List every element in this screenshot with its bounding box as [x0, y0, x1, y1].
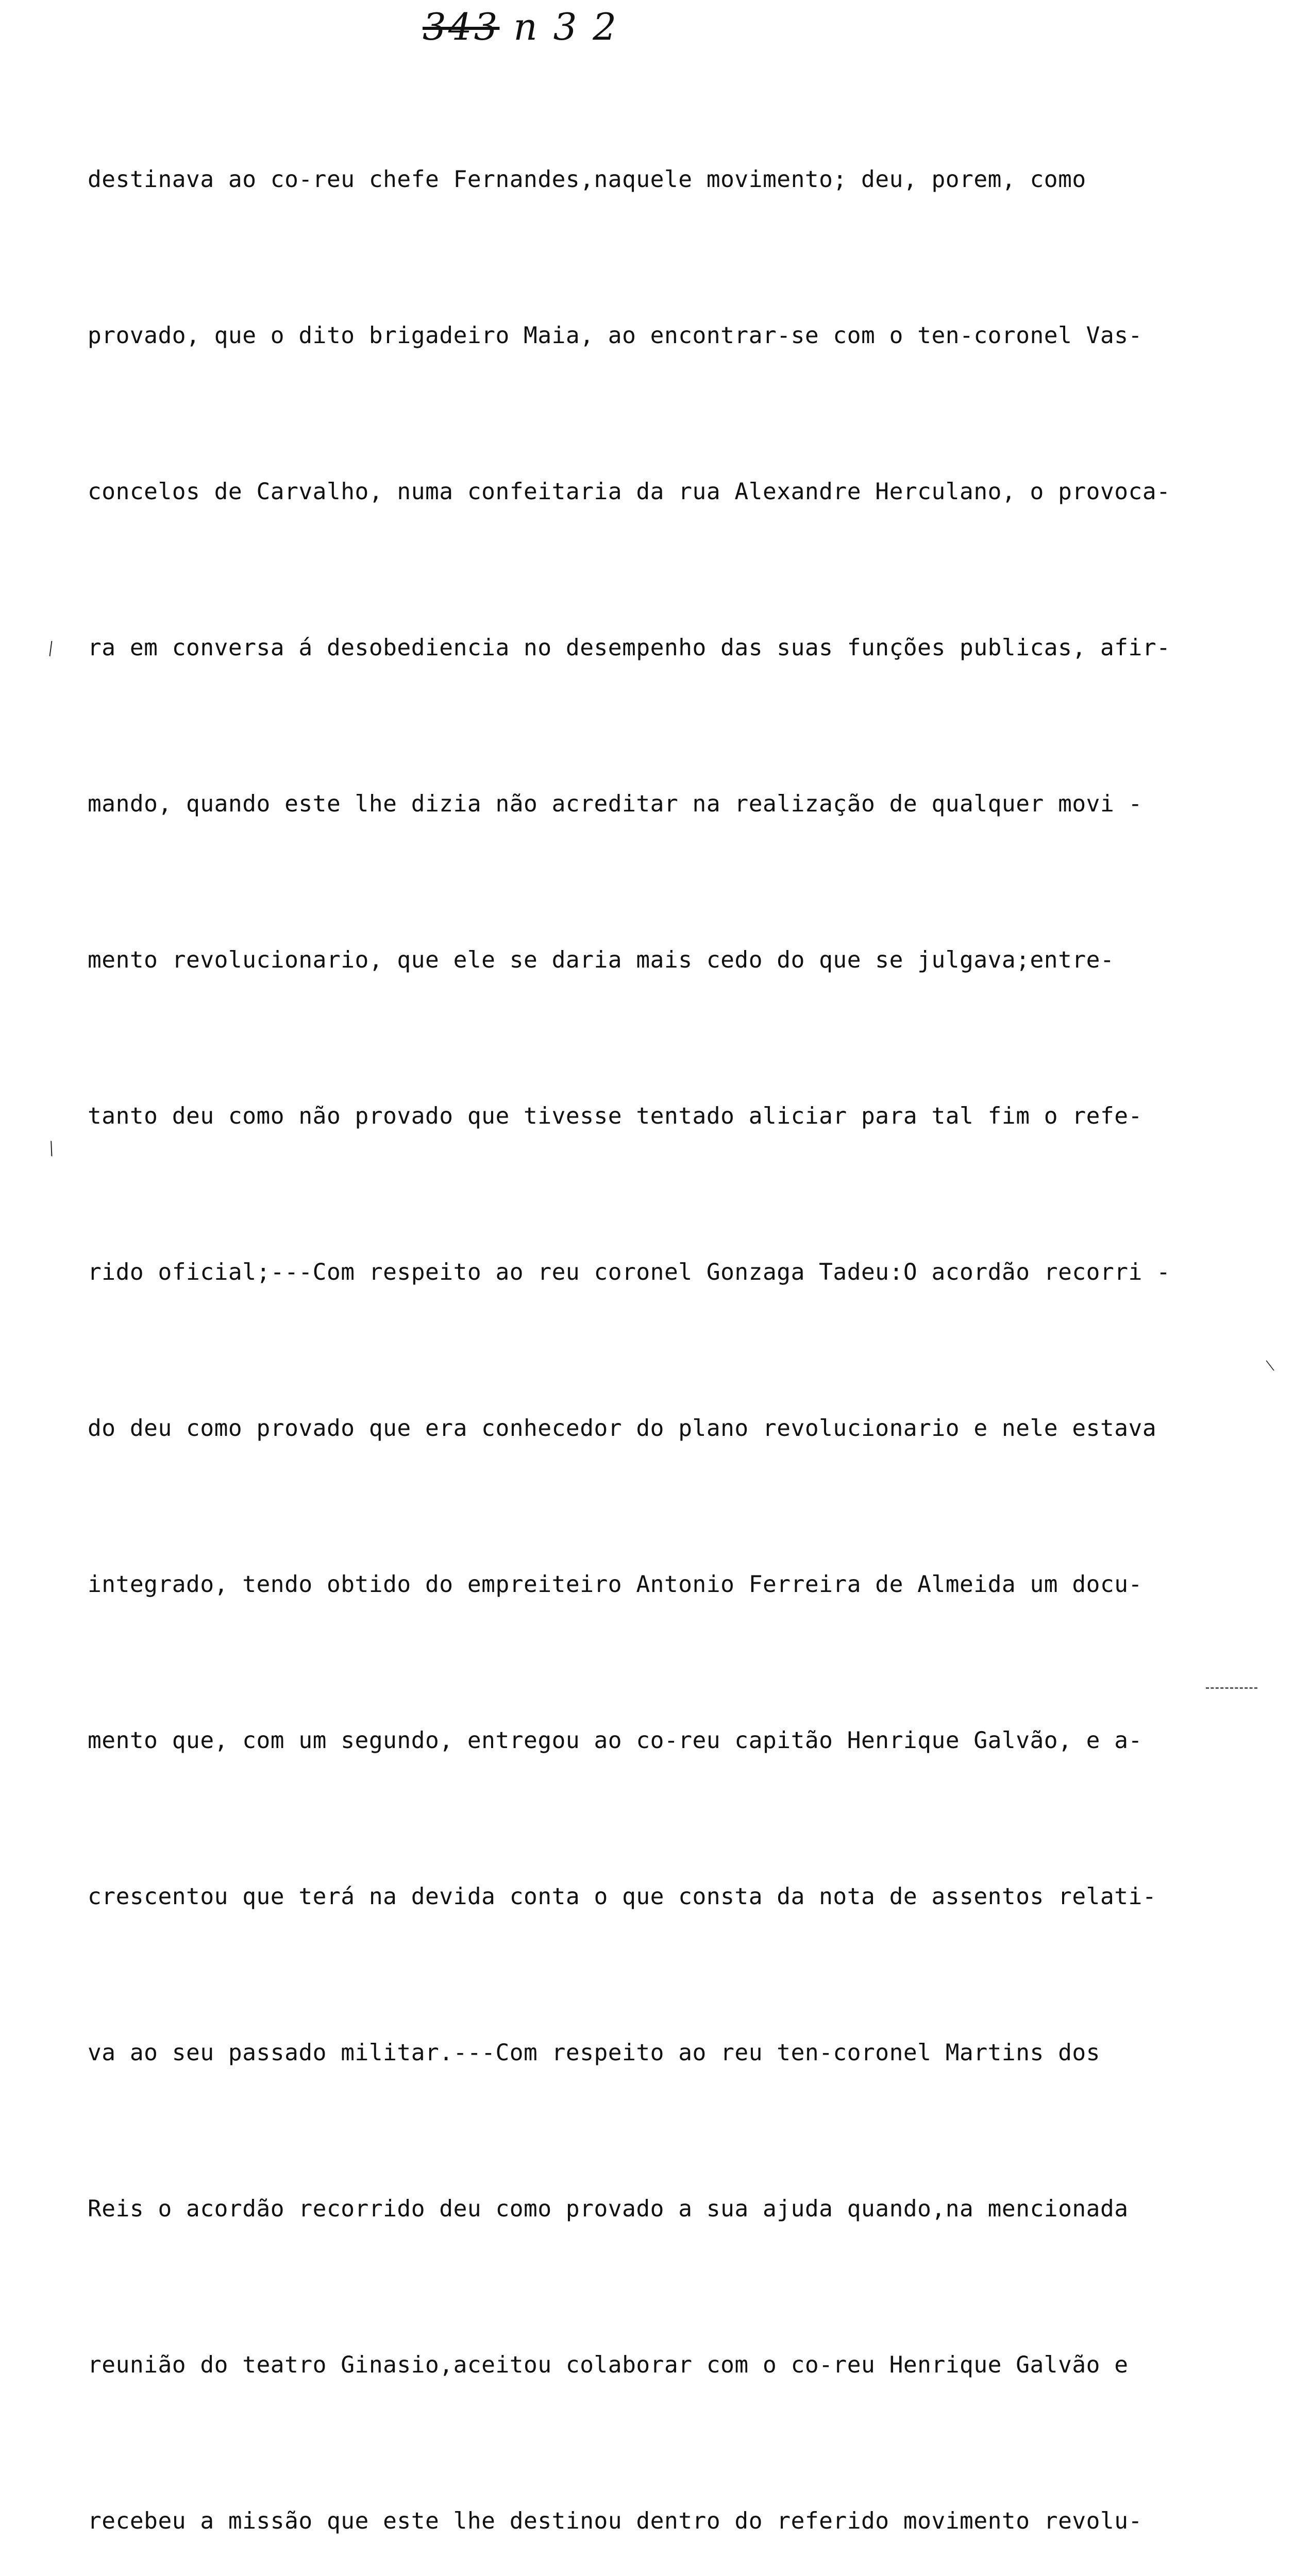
text-line: rido oficial;---Com respeito ao reu coronel Gonzaga Tadeu:O acordão recorri - — [88, 1259, 1171, 1285]
text-line: tanto deu como não provado que tivesse tentado aliciar para tal fim o refe- — [88, 1103, 1142, 1129]
handwritten-page-number: n 3 2 — [513, 5, 619, 48]
text-line: Reis o acordão recorrido deu como provado a sua ajuda quando,na mencionada — [88, 2196, 1129, 2222]
text-line: concelos de Carvalho, numa confeitaria da rua Alexandre Herculano, o provoca- — [88, 479, 1171, 505]
text-line: provado, que o dito brigadeiro Maia, ao encontrar-se com o ten-coronel Vas- — [88, 323, 1142, 349]
text-line: mento revolucionario, que ele se daria mais cedo do que se julgava;entre- — [88, 947, 1115, 973]
margin-tick-mark: ﹨ — [1257, 1351, 1282, 1378]
text-line: mando, quando este lhe dizia não acreditar na realização de qualquer movi - — [88, 791, 1142, 817]
typed-body-text — [88, 49, 1252, 2576]
text-line: integrado, tendo obtido do empreiteiro Antonio Ferreira de Almeida um docu- — [88, 1571, 1142, 1598]
text-line: crescentou que terá na devida conta o que consta da nota de assentos relati- — [88, 1884, 1157, 1910]
text-line: reunião do teatro Ginasio,aceitou colaborar com o co-reu Henrique Galvão e — [88, 2352, 1129, 2378]
margin-tick-mark: ﹨ — [37, 1131, 66, 1163]
page-number-annotation — [423, 5, 618, 48]
pen-scribble-mark — [1206, 1687, 1257, 1692]
text-line: ra em conversa á desobediencia no desempenho das suas funções publicas, afir- — [88, 635, 1171, 661]
text-line: va ao seu passado militar.---Com respeito ao reu ten-coronel Martins dos — [88, 2040, 1100, 2066]
margin-tick-mark: ﹨ — [36, 630, 68, 664]
text-line: do deu como provado que era conhecedor do plano revolucionario e nele estava — [88, 1415, 1157, 1442]
text-line: recebeu a missão que este lhe destinou dentro do referido movimento revolu- — [88, 2508, 1142, 2534]
struck-page-number: 343 — [423, 5, 500, 48]
text-line: mento que, com um segundo, entregou ao co-reu capitão Henrique Galvão, e a- — [88, 1727, 1142, 1754]
text-line: destinava ao co-reu chefe Fernandes,naquele movimento; deu, porem, como — [88, 166, 1086, 193]
